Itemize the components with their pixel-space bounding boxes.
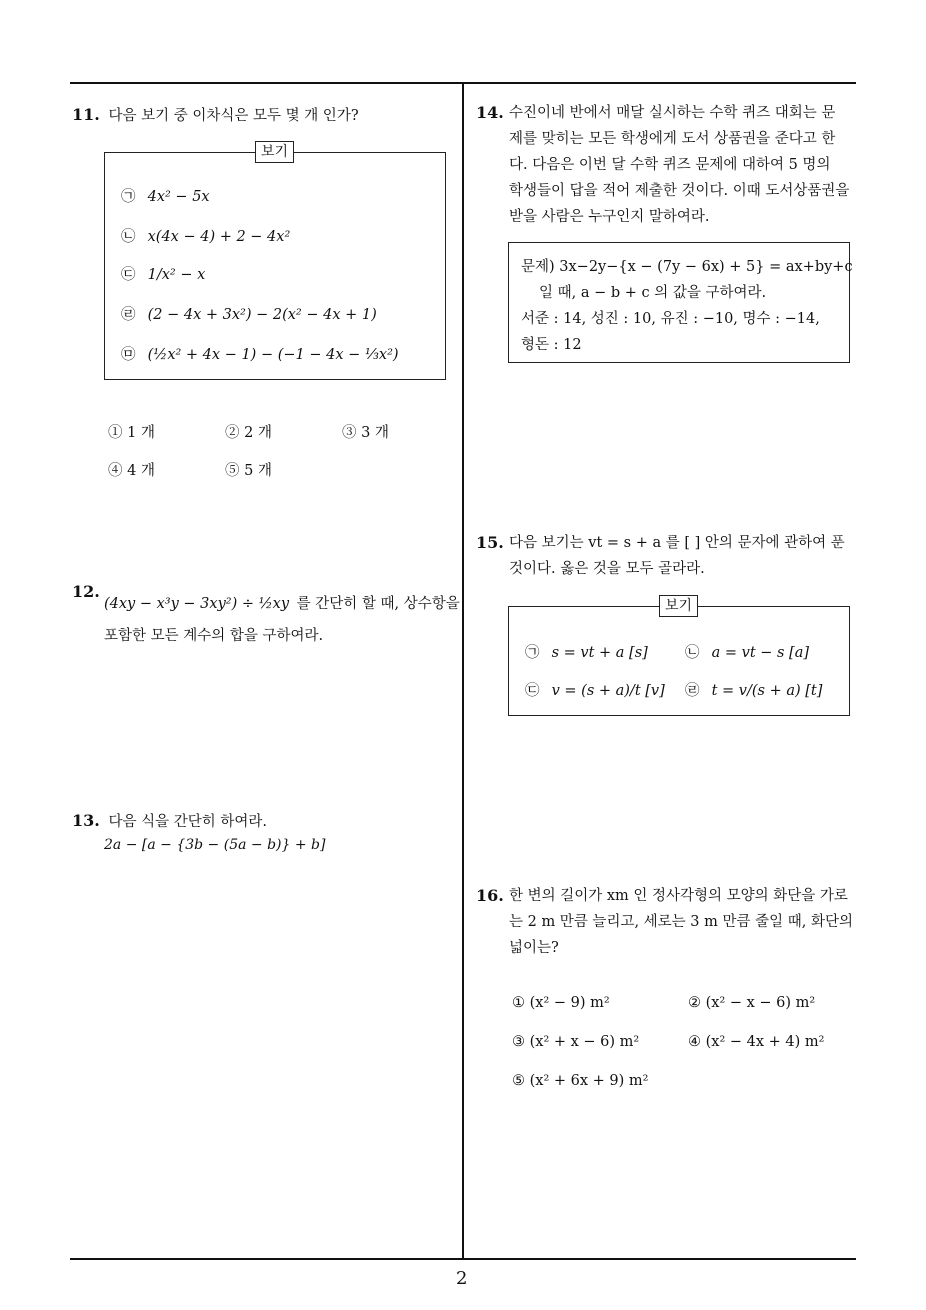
bogi-item — [121, 343, 399, 364]
question-number: 11. — [72, 105, 100, 124]
item-expr: (2 − 4x + 3x²) − 2(x² − 4x + 1) — [147, 307, 377, 323]
choice-3[interactable]: ③ 3 개 — [342, 425, 389, 441]
bogi-item — [121, 225, 290, 246]
question-text: 다음 보기 중 이차식은 모두 몇 개 인가? — [108, 108, 359, 124]
text-line: 넓이는? — [509, 940, 559, 956]
question-16 — [476, 886, 504, 905]
item-mark: ㉢ — [525, 683, 540, 699]
text-line: 받을 사람은 누구인지 말하여라. — [509, 209, 710, 225]
problem-line: 일 때, a − b + c 의 값을 구하여라. — [539, 285, 767, 301]
text-line: 는 2 m 만큼 늘리고, 세로는 3 m 만큼 줄일 때, 화단의 — [509, 914, 853, 930]
text-line: 수진이네 반에서 매달 실시하는 수학 퀴즈 대회는 문 — [509, 105, 836, 121]
problem-line: 형돈 : 12 — [521, 337, 582, 353]
choice-3[interactable]: ③ (x² + x − 6) m² — [512, 1034, 640, 1050]
choice-2[interactable]: ② 2 개 — [225, 425, 272, 441]
choice-5[interactable]: ⑤ 5 개 — [225, 463, 272, 479]
bogi-box-11 — [104, 144, 446, 380]
choice-1[interactable]: ① 1 개 — [108, 425, 155, 441]
text-line: 제를 맞히는 모든 학생에게 도서 상품권을 준다고 한 — [509, 131, 836, 147]
item-mark: ㉣ — [685, 683, 700, 699]
question-number: 15. — [476, 533, 504, 552]
question-11 — [72, 103, 457, 129]
text-line: 다음 보기는 vt = s + a 를 [ ] 안의 문자에 관하여 푼 — [509, 535, 845, 551]
bogi-title: 보기 — [659, 595, 698, 617]
item-mark: ㉡ — [121, 229, 136, 245]
question-number: 12. — [72, 582, 100, 601]
question-14-text — [509, 100, 861, 230]
item-expr: 1/x² − x — [147, 267, 206, 283]
text-line: 학생들이 답을 적어 제출한 것이다. 이때 도서상품권을 — [509, 183, 850, 199]
item-expr: (½x² + 4x − 1) − (−1 − 4x − ⅓x²) — [147, 347, 399, 363]
question-number: 16. — [476, 886, 504, 905]
page-number: 2 — [456, 1268, 468, 1289]
item-mark: ㉤ — [121, 347, 136, 363]
text-line: 한 변의 길이가 xm 인 정사각형의 모양의 화단을 가로 — [509, 888, 848, 904]
question-16-text — [509, 883, 861, 961]
item-expr: x(4x − 4) + 2 − 4x² — [147, 229, 291, 245]
question-13 — [72, 810, 457, 831]
item-mark: ㉣ — [121, 307, 136, 323]
item-expr: t = v/(s + a) [t] — [711, 683, 823, 699]
question-number: 13. — [72, 811, 100, 830]
problem-line: 문제) 3x−2y−{x − (7y − 6x) + 5} = ax+by+c — [521, 259, 853, 275]
item-mark: ㉠ — [121, 189, 136, 205]
bogi-item — [525, 641, 648, 662]
choice-1[interactable]: ① (x² − 9) m² — [512, 995, 610, 1011]
item-mark: ㉠ — [525, 645, 540, 661]
choice-5[interactable]: ⑤ (x² + 6x + 9) m² — [512, 1073, 649, 1089]
question-12-line2: 포함한 모든 계수의 합을 구하여라. — [104, 628, 324, 644]
bogi-box-15 — [508, 598, 850, 716]
problem-line: 서준 : 14, 성진 : 10, 유진 : −10, 명수 : −14, — [521, 311, 820, 327]
item-expr: v = (s + a)/t [v] — [551, 683, 665, 699]
bogi-item — [121, 185, 210, 206]
bottom-rule — [70, 1258, 856, 1260]
question-expr: 2a − [a − {3b − (5a − b)} + b] — [104, 837, 326, 853]
item-expr: s = vt + a [s] — [551, 645, 648, 661]
question-number: 14. — [476, 103, 504, 122]
item-expr: a = vt − s [a] — [711, 645, 810, 661]
bogi-title: 보기 — [255, 141, 294, 163]
question-text: 를 간단히 할 때, 상수항을 — [296, 596, 460, 612]
problem-box-14 — [508, 242, 853, 363]
text-line: 다. 다음은 이번 달 수학 퀴즈 문제에 대하여 5 명의 — [509, 157, 831, 173]
item-mark: ㉢ — [121, 267, 136, 283]
item-expr: 4x² − 5x — [147, 189, 210, 205]
question-text: 다음 식을 간단히 하여라. — [108, 814, 267, 830]
bogi-item — [121, 263, 205, 284]
column-divider — [462, 82, 464, 1260]
bogi-item — [685, 641, 809, 662]
question-15 — [476, 533, 504, 552]
choice-4[interactable]: ④ 4 개 — [108, 463, 155, 479]
choice-2[interactable]: ② (x² − x − 6) m² — [688, 995, 816, 1011]
question-15-text — [509, 530, 861, 582]
question-expr: (4xy − x³y − 3xy²) ÷ ½xy — [104, 596, 290, 612]
bogi-item — [685, 679, 822, 700]
bogi-item — [525, 679, 665, 700]
choice-4[interactable]: ④ (x² − 4x + 4) m² — [688, 1034, 825, 1050]
text-line: 것이다. 옳은 것을 모두 골라라. — [509, 561, 705, 577]
item-mark: ㉡ — [685, 645, 700, 661]
bogi-item — [121, 303, 377, 324]
question-12-line1 — [104, 592, 460, 613]
